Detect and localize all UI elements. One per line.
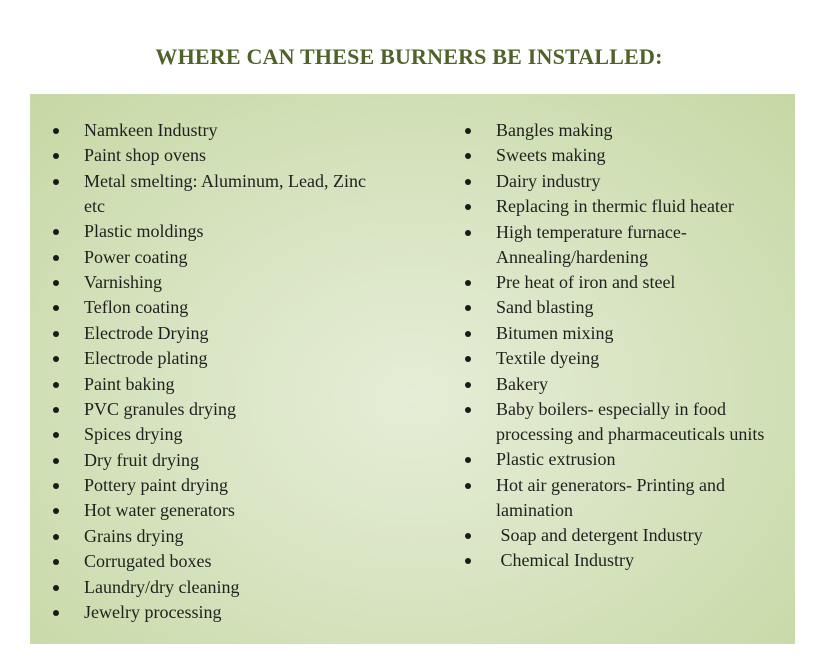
list-item: Power coating <box>53 245 383 270</box>
bullet-icon <box>465 305 471 311</box>
bullet-icon <box>465 230 471 236</box>
bullet-icon <box>53 559 59 565</box>
bullet-icon <box>53 153 59 159</box>
list-item: Namkeen Industry <box>53 118 383 143</box>
bullet-icon <box>465 204 471 210</box>
list-item: Hot air generators- Printing and lamination <box>465 473 785 523</box>
list-item: Bitumen mixing <box>465 321 785 346</box>
bullet-icon <box>53 585 59 591</box>
bullet-icon <box>465 457 471 463</box>
list-item: Dairy industry <box>465 169 785 194</box>
list-item: Grains drying <box>53 524 383 549</box>
list-item: Hot water generators <box>53 498 383 523</box>
list-item: Spices drying <box>53 422 383 447</box>
bullet-icon <box>53 255 59 261</box>
list-item: Paint shop ovens <box>53 143 383 168</box>
list-item: Plastic moldings <box>53 219 383 244</box>
bullet-icon <box>53 407 59 413</box>
list-item: Textile dyeing <box>465 346 785 371</box>
page-title: WHERE CAN THESE BURNERS BE INSTALLED: <box>155 44 663 69</box>
installation-panel <box>30 94 795 644</box>
bullet-icon <box>53 458 59 464</box>
list-item: Corrugated boxes <box>53 549 383 574</box>
list-item: Replacing in thermic fluid heater <box>465 194 785 219</box>
bullet-icon <box>53 331 59 337</box>
bullet-icon <box>53 483 59 489</box>
bullet-icon <box>53 229 59 235</box>
bullet-icon <box>465 128 471 134</box>
bullet-icon <box>53 179 59 185</box>
bullet-icon <box>53 382 59 388</box>
list-item: PVC granules drying <box>53 397 383 422</box>
bullet-icon <box>53 128 59 134</box>
list-item: Pre heat of iron and steel <box>465 270 785 295</box>
list-item: Sand blasting <box>465 295 785 320</box>
bullet-icon <box>53 534 59 540</box>
list-item: Plastic extrusion <box>465 447 785 472</box>
bullet-icon <box>465 331 471 337</box>
list-item: Teflon coating <box>53 295 383 320</box>
bullet-icon <box>53 610 59 616</box>
list-item: Sweets making <box>465 143 785 168</box>
bullet-icon <box>53 280 59 286</box>
list-item: Electrode Drying <box>53 321 383 346</box>
list-item: Chemical Industry <box>465 548 785 573</box>
bullet-icon <box>465 153 471 159</box>
list-item: Metal smelting: Aluminum, Lead, Zinc etc <box>53 169 383 219</box>
list-item: Bakery <box>465 372 785 397</box>
bullet-icon <box>53 356 59 362</box>
list-item: Paint baking <box>53 372 383 397</box>
list-item: Varnishing <box>53 270 383 295</box>
bullet-icon <box>53 432 59 438</box>
list-item: Laundry/dry cleaning <box>53 575 383 600</box>
list-item: Soap and detergent Industry <box>465 523 785 548</box>
bullet-icon <box>465 483 471 489</box>
right-list <box>465 118 785 574</box>
list-item: Baby boilers- especially in food processing and pharmaceuticals units <box>465 397 785 447</box>
list-item: High temperature furnace-Annealing/hardening <box>465 220 785 270</box>
bullet-icon <box>465 407 471 413</box>
list-item: Pottery paint drying <box>53 473 383 498</box>
list-item: Bangles making <box>465 118 785 143</box>
bullet-icon <box>465 558 471 564</box>
bullet-icon <box>465 533 471 539</box>
left-list <box>53 118 383 625</box>
bullet-icon <box>53 305 59 311</box>
bullet-icon <box>465 179 471 185</box>
list-item: Dry fruit drying <box>53 448 383 473</box>
list-item: Jewelry processing <box>53 600 383 625</box>
bullet-icon <box>465 356 471 362</box>
bullet-icon <box>53 508 59 514</box>
list-item: Electrode plating <box>53 346 383 371</box>
bullet-icon <box>465 382 471 388</box>
bullet-icon <box>465 280 471 286</box>
